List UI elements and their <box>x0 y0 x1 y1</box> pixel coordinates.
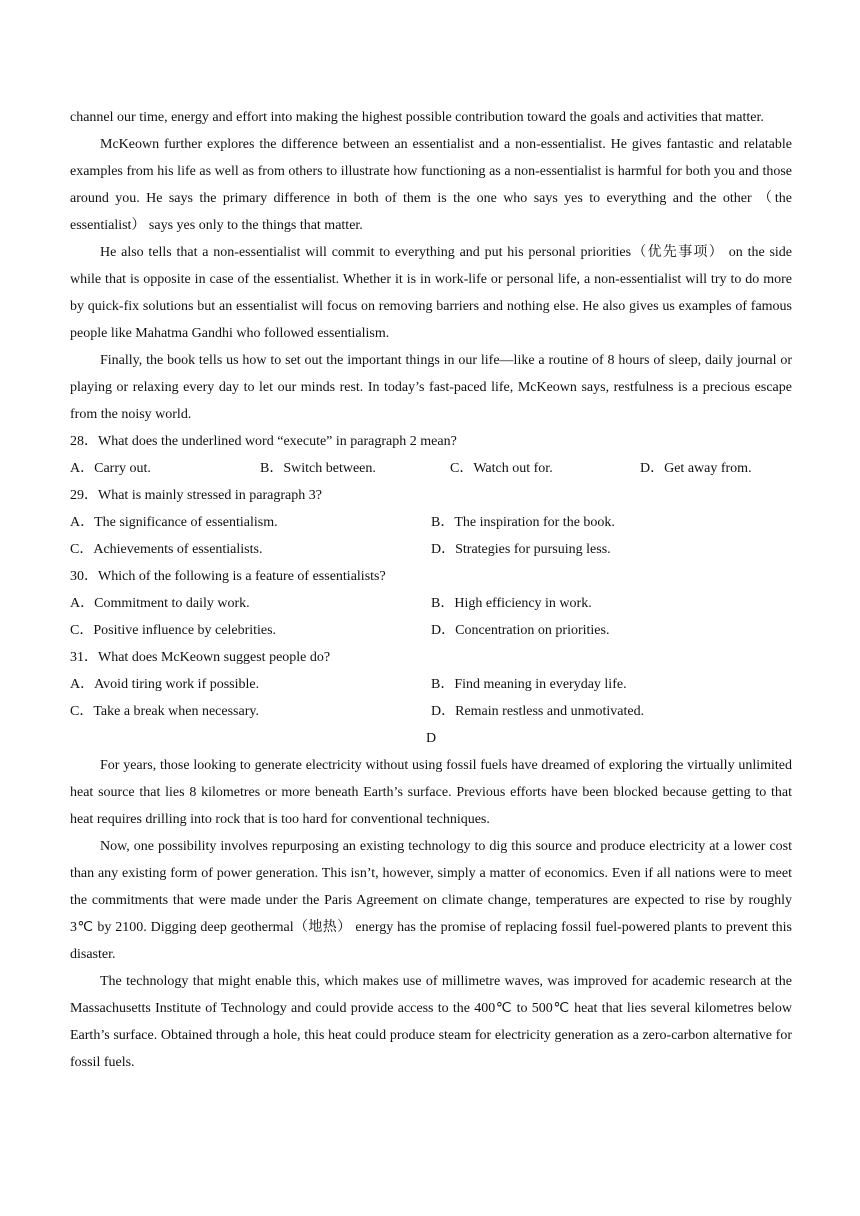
question-30-options-cd <box>70 617 792 644</box>
passage-c-paragraph-0: channel our time, energy and effort into making the highest possible contribution toward the goals and activities that matter. <box>70 110 764 125</box>
question-28-stem: 28．What does the underlined word “execute” in paragraph 2 mean? <box>70 434 457 449</box>
question-31-stem: 31．What does McKeown suggest people do? <box>70 650 331 665</box>
question-29-stem: 29．What is mainly stressed in paragraph 3? <box>70 488 322 503</box>
question-31-options-ab <box>70 671 792 698</box>
question-30-options-ab <box>70 590 792 617</box>
question-29-option-c: C．Achievements of essentialists. <box>70 542 263 557</box>
question-29-option-b: B．The inspiration for the book. <box>431 515 615 530</box>
question-29-options-cd <box>70 536 792 563</box>
question-28-option-c: C．Watch out for. <box>450 461 553 476</box>
question-30-option-d: D．Concentration on priorities. <box>431 623 610 638</box>
question-31-option-c: C．Take a break when necessary. <box>70 704 259 719</box>
question-28-options <box>70 455 792 482</box>
passage-c-paragraph-2: He also tells that a non-essentialist will commit to everything and put his personal priorities（优先事项） on the side while that is opposite in case of the essentialist. Whether it is in work-life or personal life, a non-essentialist will try to do more by quick-fix solutions but an essentialist will focus on removing barriers and nothing else. He also gives us examples of famous people like Mahatma Gandhi who followed essentialism. <box>70 245 792 341</box>
question-30-option-a: A．Commitment to daily work. <box>70 596 250 611</box>
question-29-option-d: D．Strategies for pursuing less. <box>431 542 611 557</box>
question-28-option-d: D．Get away from. <box>640 461 752 476</box>
passage-c-paragraph-3: Finally, the book tells us how to set out the important things in our life—like a routine of 8 hours of sleep, daily journal or playing or relaxing every day to let our minds rest. In today’s fast-paced life, McKeown says, restfulness is a precious escape from the noisy world. <box>70 353 792 422</box>
passage-d-heading: D <box>425 731 437 746</box>
question-30-option-c: C．Positive influence by celebrities. <box>70 623 277 638</box>
question-29-option-a: A．The significance of essentialism. <box>70 515 278 530</box>
question-31-option-d: D．Remain restless and unmotivated. <box>431 704 645 719</box>
question-31-option-b: B．Find meaning in everyday life. <box>431 677 627 692</box>
question-28-option-b: B．Switch between. <box>260 461 376 476</box>
question-31-options-cd <box>70 698 792 725</box>
exam-page <box>70 104 792 1076</box>
passage-d-paragraph-3: The technology that might enable this, which makes use of millimetre waves, was improved for academic research at the Massachusetts Institute of Technology and could provide access to the 400℃ to 500℃ heat that lies several kilometres below Earth’s surface. Obtained through a hole, this heat could produce steam for electricity generation as a zero-carbon alternative for fossil fuels. <box>70 974 792 1070</box>
question-31-option-a: A．Avoid tiring work if possible. <box>70 677 260 692</box>
question-30-stem: 30．Which of the following is a feature of essentialists? <box>70 569 386 584</box>
question-28-option-a: A．Carry out. <box>70 461 151 476</box>
question-30-option-b: B．High efficiency in work. <box>431 596 592 611</box>
passage-d-paragraph-1: For years, those looking to generate electricity without using fossil fuels have dreamed of exploring the virtually unlimited heat source that lies 8 kilometres or more beneath Earth’s surface. Previous efforts have been blocked because getting to that heat requires drilling into rock that is too hard for conventional techniques. <box>70 758 792 827</box>
question-29-options-ab <box>70 509 792 536</box>
passage-c-paragraph-1: McKeown further explores the difference between an essentialist and a non-essentialist. He gives fantastic and relatable examples from his life as well as from others to illustrate how functioning as a non-essentialist is harmful for both you and those around you. He says the primary difference in both of them is the one who says yes to everything and the other （the essentialist） says yes only to the things that matter. <box>70 137 792 233</box>
passage-d-paragraph-2: Now, one possibility involves repurposing an existing technology to dig this source and produce electricity at a lower cost than any existing form of power generation. This isn’t, however, simply a matter of economics. Even if all nations were to meet the commitments that were made under the Paris Agreement on climate change, temperatures are expected to rise by roughly 3℃ by 2100. Digging deep geothermal（地热） energy has the promise of replacing fossil fuel-powered plants to prevent this disaster. <box>70 839 792 962</box>
